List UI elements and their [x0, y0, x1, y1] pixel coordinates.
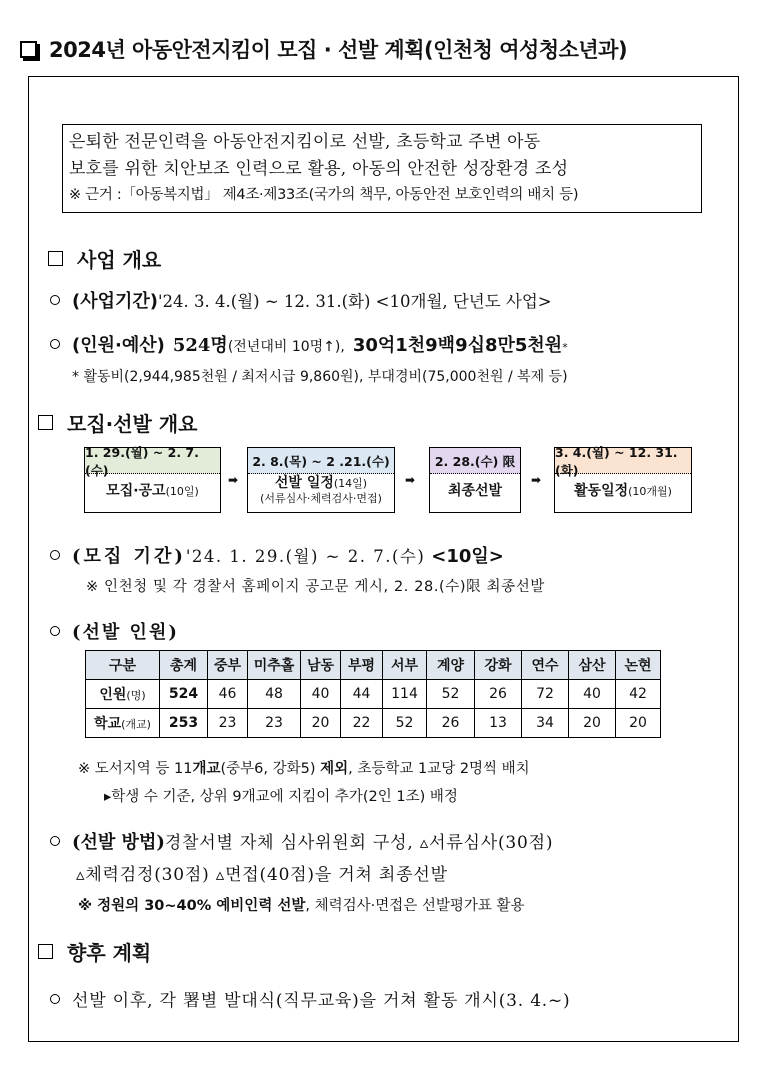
table-cell: 13: [475, 709, 522, 738]
table-header-row: [86, 651, 661, 680]
table-cell: 44: [341, 680, 383, 709]
flow-step-sub2: (서류심사·체력검사·면접): [260, 492, 382, 505]
circle-bullet-icon: [50, 626, 60, 636]
table-cell: 48: [248, 680, 301, 709]
table-cell: 42: [616, 680, 661, 709]
recruit-method-label: (선발 방법): [72, 832, 165, 853]
section-recruit: [38, 408, 197, 437]
arrow-right-icon: ➡: [405, 473, 416, 487]
table-cell: 52: [427, 680, 475, 709]
page-title: [16, 34, 627, 64]
flow-step-label: 최종선발: [447, 482, 503, 499]
square-icon: [48, 251, 63, 266]
table-note-1: ※ 도서지역 등 11개교(중부6, 강화5) 제외, 초등학교 1교당 2명씩 배치: [78, 761, 530, 777]
overview-budget: [50, 331, 568, 357]
square-icon: [38, 944, 53, 959]
circle-bullet-icon: [50, 836, 60, 846]
recruit-period-value: '24. 1. 29.(월) ~ 2. 7.(수): [185, 547, 426, 566]
circle-bullet-icon: [50, 295, 60, 305]
table-row-header: 학교(개교): [86, 709, 160, 738]
table-cell: 23: [208, 709, 248, 738]
future-item: [50, 986, 571, 1011]
table-cell: 22: [341, 709, 383, 738]
table-header: 계양: [427, 651, 475, 680]
flow-step-1: [84, 444, 221, 513]
recruit-method-line2: ▵체력검정(30점) ▵면접(40점)을 거쳐 최종선발: [76, 865, 448, 885]
flow-step-date: 2. 28.(수) 限: [430, 448, 520, 474]
table-cell: 20: [569, 709, 616, 738]
table-header: 논현: [616, 651, 661, 680]
selection-table: [85, 650, 661, 738]
table-cell: 26: [475, 680, 522, 709]
circle-bullet-icon: [50, 994, 60, 1004]
table-cell: 20: [301, 709, 341, 738]
overview-period-value: '24. 3. 4.(월) ~ 12. 31.(화) <10개월, 단년도 사업>: [158, 292, 552, 311]
circle-bullet-icon: [50, 550, 60, 560]
recruit-people-label: (선발 인원): [72, 622, 179, 643]
table-note-2: ▸학생 수 기준, 상위 9개교에 지킴이 추가(2인 1조) 배정: [104, 789, 458, 805]
section-recruit-title: 모집·선발 개요: [67, 412, 198, 436]
flow-step-sub: (10일): [165, 484, 199, 498]
flow-step-3: [429, 447, 521, 513]
flow-step-label: 활동일정: [574, 482, 629, 499]
page-title-text: 2024년 아동안전지킴이 모집 · 선발 계획(인천청 여성청소년과): [49, 38, 628, 62]
table-header: 미추홀: [248, 651, 301, 680]
arrow-right-icon: ➡: [531, 473, 542, 487]
table-row-header: 인원(명): [86, 680, 160, 709]
recruit-method-note: ※ 정원의 30~40% 예비인력 선발, 체력검사·면접은 선발평가표 활용: [78, 898, 525, 914]
table-header: 서부: [383, 651, 427, 680]
flow-step-date: 2. 8.(목) ~ 2 .21.(수): [248, 448, 394, 474]
flow-step-2: [247, 447, 395, 513]
table-header: 중부: [208, 651, 248, 680]
table-cell: 524: [160, 680, 208, 709]
flow-step-4: [554, 444, 692, 513]
table-header: 연수: [522, 651, 569, 680]
recruit-period: [50, 542, 504, 568]
table-cell: 72: [522, 680, 569, 709]
recruit-method-line1: 경찰서별 자체 심사위원회 구성, ▵서류심사(30점): [164, 833, 554, 853]
table-cell: 40: [301, 680, 341, 709]
summary-line-1: 은퇴한 전문인력을 아동안전지킴이로 선발, 초등학교 주변 아동: [69, 132, 541, 152]
summary-box: [62, 124, 702, 213]
table-cell: 253: [160, 709, 208, 738]
recruit-period-note: ※ 인천청 및 각 경찰서 홈페이지 공고문 게시, 2. 28.(수)限 최종선발: [86, 579, 545, 595]
recruit-people: [50, 618, 179, 644]
table-row: [86, 680, 661, 709]
table-row: [86, 709, 661, 738]
table-cell: 40: [569, 680, 616, 709]
overview-period: [50, 287, 552, 313]
table-header: 강화: [475, 651, 522, 680]
table-cell: 20: [616, 709, 661, 738]
circle-bullet-icon: [50, 339, 60, 349]
table-cell: 34: [522, 709, 569, 738]
overview-budget-star: *: [562, 341, 568, 354]
overview-budget-note: * 활동비(2,944,985천원 / 최저시급 9,860원), 부대경비(75,000천원 / 복제 등): [72, 369, 568, 385]
table-cell: 46: [208, 680, 248, 709]
checkbox-icon: [20, 41, 37, 58]
recruit-period-label: (모집 기간): [72, 546, 186, 567]
flow-step-date: 1. 29.(월) ~ 2. 7.(수): [85, 448, 220, 474]
section-future-title: 향후 계획: [67, 941, 152, 965]
table-header: 구분: [86, 651, 160, 680]
table-cell: 23: [248, 709, 301, 738]
square-icon: [38, 415, 53, 430]
section-overview: [48, 244, 161, 273]
table-header: 남동: [301, 651, 341, 680]
flow-step-sub: (14일): [333, 477, 368, 490]
overview-period-label: (사업기간): [72, 291, 159, 312]
flow-step-date: 3. 4.(월) ~ 12. 31.(화): [555, 448, 691, 474]
table-cell: 52: [383, 709, 427, 738]
overview-budget-people: 524명: [172, 335, 228, 356]
arrow-right-icon: ➡: [228, 473, 239, 487]
table-cell: 26: [427, 709, 475, 738]
flow-step-label: 모집·공고: [106, 482, 166, 499]
overview-budget-amount: 30억1천9백9십8만5천원: [352, 335, 563, 356]
recruit-period-days: <10일>: [431, 546, 504, 567]
future-line: 선발 이후, 각 署별 발대식(직무교육)을 거쳐 활동 개시(3. 4.~): [72, 991, 571, 1011]
table-header: 총계: [160, 651, 208, 680]
recruit-method: [50, 828, 553, 854]
summary-note: ※ 근거 :「아동복지법」 제4조·제33조(국가의 책무, 아동안전 보호인력의 배치 등): [69, 187, 579, 203]
table-header: 삼산: [569, 651, 616, 680]
table-header: 부평: [341, 651, 383, 680]
flow-step-label: 선발 일정: [274, 475, 334, 491]
table-cell: 114: [383, 680, 427, 709]
flow-step-sub: (10개월): [628, 484, 672, 498]
summary-line-2: 보호를 위한 치안보조 인력으로 활용, 아동의 안전한 성장환경 조성: [69, 159, 569, 179]
overview-budget-label: (인원·예산): [72, 335, 165, 356]
section-future: [38, 937, 151, 966]
section-overview-title: 사업 개요: [77, 248, 162, 272]
overview-budget-people-note: (전년대비 10명↑),: [227, 339, 345, 355]
